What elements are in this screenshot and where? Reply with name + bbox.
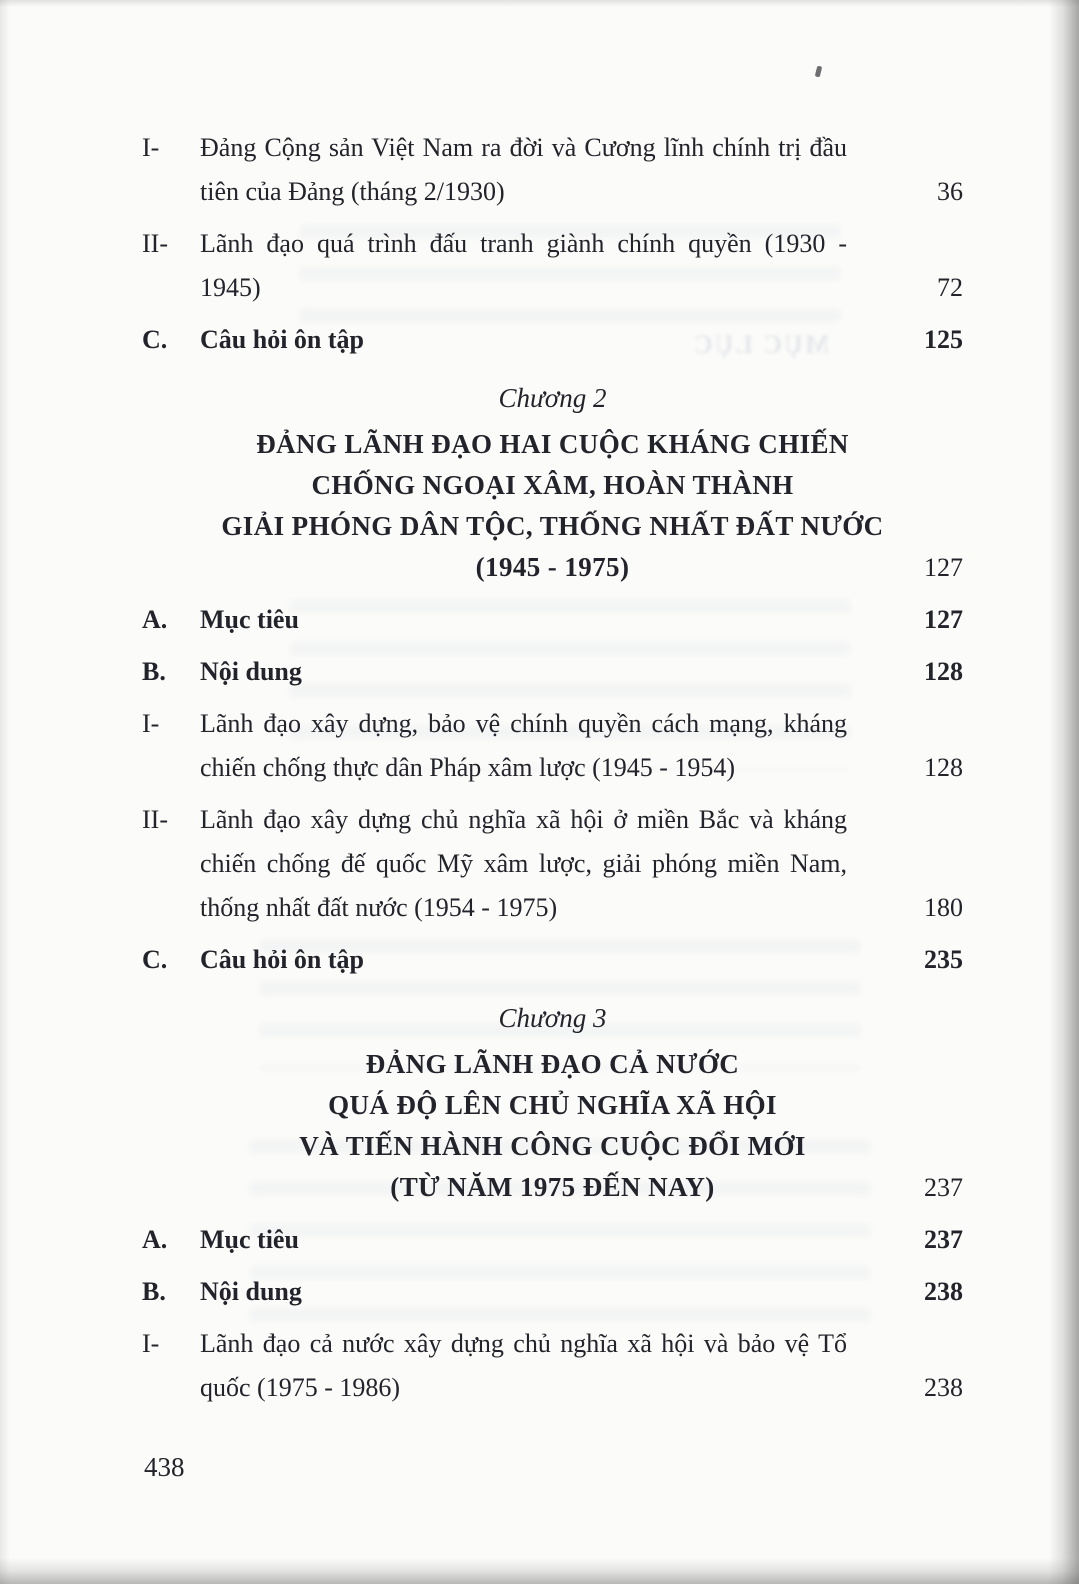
- toc-item: [142, 938, 963, 982]
- toc-item: [142, 702, 963, 790]
- chapter-title-line: VÀ TIẾN HÀNH CÔNG CUỘC ĐỔI MỚI: [299, 1131, 806, 1161]
- chapter-title-line: ĐẢNG LÃNH ĐẠO HAI CUỘC KHÁNG CHIẾN: [256, 429, 849, 459]
- scan-edge-top: [0, 0, 1079, 7]
- toc-item-page: 36: [937, 177, 963, 206]
- toc-item-text: Mục tiêu: [200, 605, 299, 634]
- toc-item-text: Lãnh đạo xây dựng chủ nghĩa xã hội ở miền Bắc và kháng chiến chống đế quốc Mỹ xâm lược, giải phóng miền Nam, thống nhất đất nước (1954 - 1975): [200, 805, 847, 922]
- toc-item-label: C.: [142, 945, 168, 974]
- toc-item-page: 128: [924, 657, 963, 686]
- toc-item-label: I-: [142, 1329, 160, 1358]
- toc-item-label: II-: [142, 805, 168, 834]
- chapter-title-line: CHỐNG NGOẠI XÂM, HOÀN THÀNH: [311, 470, 794, 500]
- toc-item-label: II-: [142, 229, 168, 258]
- toc-item: [142, 650, 963, 694]
- bleedthrough-text: MỤC LỤC: [691, 330, 829, 359]
- toc-item: [142, 798, 963, 930]
- toc-item-text: Lãnh đạo xây dựng, bảo vệ chính quyền cách mạng, kháng chiến chống thực dân Pháp xâm lược (1945 - 1954): [200, 709, 847, 782]
- chapter-title-line: (TỪ NĂM 1975 ĐẾN NAY): [390, 1172, 715, 1202]
- toc-item: [142, 1218, 963, 1262]
- ink-speck: [815, 66, 823, 78]
- chapter-page-number: 237: [924, 1173, 963, 1202]
- chapter-kicker: Chương 3: [498, 1003, 607, 1033]
- chapter-heading: [142, 996, 963, 1208]
- toc-item-label: A.: [142, 605, 168, 634]
- toc-item-text: Đảng Cộng sản Việt Nam ra đời và Cương lĩnh chính trị đầu tiên của Đảng (tháng 2/1930): [200, 133, 847, 206]
- toc-item-page: 180: [924, 893, 963, 922]
- toc-item-page: 125: [924, 325, 963, 354]
- chapter-page-number: 127: [924, 553, 963, 582]
- toc-item-text: Lãnh đạo quá trình đấu tranh giành chính quyền (1930 - 1945): [200, 229, 847, 302]
- scan-edge-right: [1049, 0, 1079, 1584]
- chapter-title-line: QUÁ ĐỘ LÊN CHỦ NGHĨA XÃ HỘI: [328, 1090, 777, 1120]
- chapter-kicker: Chương 2: [498, 383, 607, 413]
- scan-edge-left: [0, 0, 10, 1584]
- toc-item: [142, 126, 963, 214]
- toc-item: [142, 1322, 963, 1410]
- toc-item: [142, 222, 963, 310]
- toc-item-text: Câu hỏi ôn tập: [200, 325, 364, 354]
- folio-page-number: 438: [144, 1452, 185, 1482]
- toc-item-text: Lãnh đạo cả nước xây dựng chủ nghĩa xã hội và bảo vệ Tổ quốc (1975 - 1986): [200, 1329, 847, 1402]
- chapter-title-line: (1945 - 1975): [475, 552, 630, 582]
- toc-item-label: I-: [142, 709, 160, 738]
- toc-item-text: Mục tiêu: [200, 1225, 299, 1254]
- toc-item-label: I-: [142, 133, 160, 162]
- chapter-title-line: ĐẢNG LÃNH ĐẠO CẢ NƯỚC: [365, 1049, 740, 1079]
- toc-item-page: 238: [924, 1277, 963, 1306]
- toc-item: [142, 318, 963, 362]
- toc-item-label: A.: [142, 1225, 168, 1254]
- toc-item: [142, 1270, 963, 1314]
- toc-item: [142, 598, 963, 642]
- toc-list: [142, 118, 963, 1418]
- toc-item-text: Câu hỏi ôn tập: [200, 945, 364, 974]
- scan-edge-bottom: [0, 1558, 1079, 1584]
- toc-item-label: B.: [142, 1277, 166, 1306]
- toc-item-page: 128: [924, 753, 963, 782]
- toc-item-page: 237: [924, 1225, 963, 1254]
- toc-item-label: B.: [142, 657, 166, 686]
- toc-item-text: Nội dung: [200, 1277, 302, 1306]
- chapter-title-line: GIẢI PHÓNG DÂN TỘC, THỐNG NHẤT ĐẤT NƯỚC: [221, 511, 884, 541]
- toc-item-label: C.: [142, 325, 168, 354]
- chapter-heading: [142, 376, 963, 588]
- toc-item-page: 72: [937, 273, 963, 302]
- toc-item-page: 235: [924, 945, 963, 974]
- toc-item-page: 238: [924, 1373, 963, 1402]
- toc-item-page: 127: [924, 605, 963, 634]
- toc-item-text: Nội dung: [200, 657, 302, 686]
